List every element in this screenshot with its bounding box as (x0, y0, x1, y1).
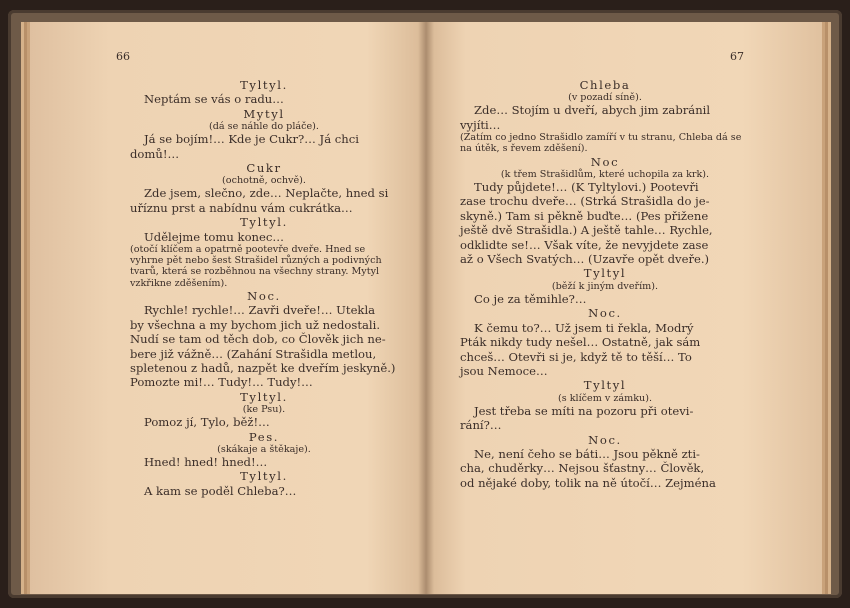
text-line: od nějaké doby, tolik na ně útočí… Zejména (460, 475, 716, 490)
stage-direction: (dá se náhle do pláče). (209, 121, 319, 133)
text-line: Rychle! rychle!… Zavři dveře!… Utekla (144, 303, 376, 318)
text-line: domů!… (130, 146, 180, 161)
speaker-name: Noc. (588, 432, 622, 447)
speaker-name: Tyltyl (583, 266, 627, 281)
left-page-text (130, 78, 398, 498)
text-line: odklidte se!… Však víte, že nevyjdete zase (460, 237, 709, 252)
speaker-name: Tyltyl. (240, 78, 288, 92)
stage-direction: (s klíčem v zámku). (558, 392, 652, 404)
text-line: Já se bojím!… Kde je Cukr?… Já chci (144, 132, 359, 147)
text-line: uříznu prst a nabídnu vám cukrátka… (130, 200, 353, 215)
text-line: K čemu to?… Už jsem ti řekla, Modrý (474, 320, 694, 335)
text-line: bere již vážně… (Zahání Strašidla metlou, (130, 346, 377, 361)
text-line: zase trochu dveře… (Strká Strašidla do je- (460, 194, 710, 209)
page-number-right: 67 (730, 50, 744, 63)
text-line: Zde… Stojím u dveří, abych jim zabránil (474, 103, 711, 118)
right-page (426, 22, 822, 594)
speaker-name: Mytyl (243, 106, 285, 121)
text-line: Co je za těmihle?… (474, 291, 587, 306)
text-line: Neptám se vás o radu… (144, 92, 284, 107)
stage-direction-block: (Zatím co jedno Strašidlo zamíří v tu stranu, Chleba dá se na útěk, s řevem zděšení). (460, 132, 742, 155)
speaker-name: Tyltyl. (240, 215, 288, 230)
speaker-name: Pes. (248, 429, 280, 444)
text-line: rání?… (460, 418, 502, 433)
speaker-name: Noc. (588, 306, 622, 321)
speaker-name: Cukr (246, 161, 282, 176)
text-line: spletenou z hadů, nazpět ke dveřím jeskyně.) (130, 360, 396, 375)
stage-direction-block: (otočí klíčem a opatrně pootevře dveře. Hned se vyhrne pět nebo šest Strašidel různých a podivných tvarů, která se rozběhnou na všechny strany. Mytyl vzkřikne zděšením). (130, 244, 382, 289)
text-line: Pomoz jí, Tylo, běž!… (144, 415, 270, 430)
book-gutter (418, 22, 434, 594)
text-line: chceš… Otevři si je, když tě to těší… To (460, 349, 692, 364)
stage-direction: (běží k jiným dveřím). (551, 280, 659, 292)
text-line: vyjíti… (460, 117, 501, 132)
text-line: Tudy půjdete!… (K Tyltylovi.) Pootevři (474, 180, 699, 195)
text-line: Ne, není čeho se báti… Jsou pěkně zti- (474, 446, 700, 461)
stage-direction: (k třem Strašidlům, které uchopila za krk). (500, 169, 710, 181)
speaker-name: Noc (590, 154, 620, 169)
open-book (8, 10, 842, 598)
speaker-name: Tyltyl. (240, 469, 288, 484)
speaker-name: Tyltyl. (240, 389, 288, 404)
text-line: cha, chuděrky… Nejsou šťastny… Člověk, (460, 461, 705, 476)
speaker-name: Tyltyl (583, 378, 627, 393)
text-line: by všechna a my bychom jich už nedostali. (130, 317, 381, 332)
speaker-name: Chleba (579, 78, 631, 92)
speaker-name: Noc. (247, 288, 281, 303)
stage-direction: (ke Psu). (242, 404, 286, 416)
text-line: skyně.) Tam si pěkně buďte… (Pes přižene (460, 208, 709, 223)
stage-direction: (ochotně, ochvě). (222, 175, 306, 187)
text-line: Zde jsem, slečno, zde… Neplačte, hned si (144, 186, 389, 201)
text-line: ještě dvě Strašidla.) A ještě tahle… Rychle, (460, 223, 713, 238)
text-line: A kam se poděl Chleba?… (144, 483, 297, 498)
page-number-left: 66 (116, 50, 130, 63)
text-line: jsou Nemoce… (460, 363, 548, 378)
right-page-text (460, 78, 750, 490)
text-line: Pomozte mi!… Tudy!… Tudy!… (130, 375, 313, 390)
text-line: Hned! hned! hned!… (144, 454, 268, 469)
text-line: Udělejme tomu konec… (144, 229, 284, 244)
text-line: Jest třeba se míti na pozoru při otevi- (474, 403, 694, 418)
stage-direction: (skákaje a štěkaje). (217, 443, 311, 455)
left-page (30, 22, 426, 594)
stage-direction: (v pozadí síně). (568, 92, 642, 104)
text-line: Pták nikdy tudy nešel… Ostatně, jak sám (460, 335, 701, 350)
text-line: Nudí se tam od těch dob, co Člověk jich ne- (130, 332, 386, 347)
text-line: až o Všech Svatých… (Uzavře opět dveře.) (460, 252, 710, 267)
